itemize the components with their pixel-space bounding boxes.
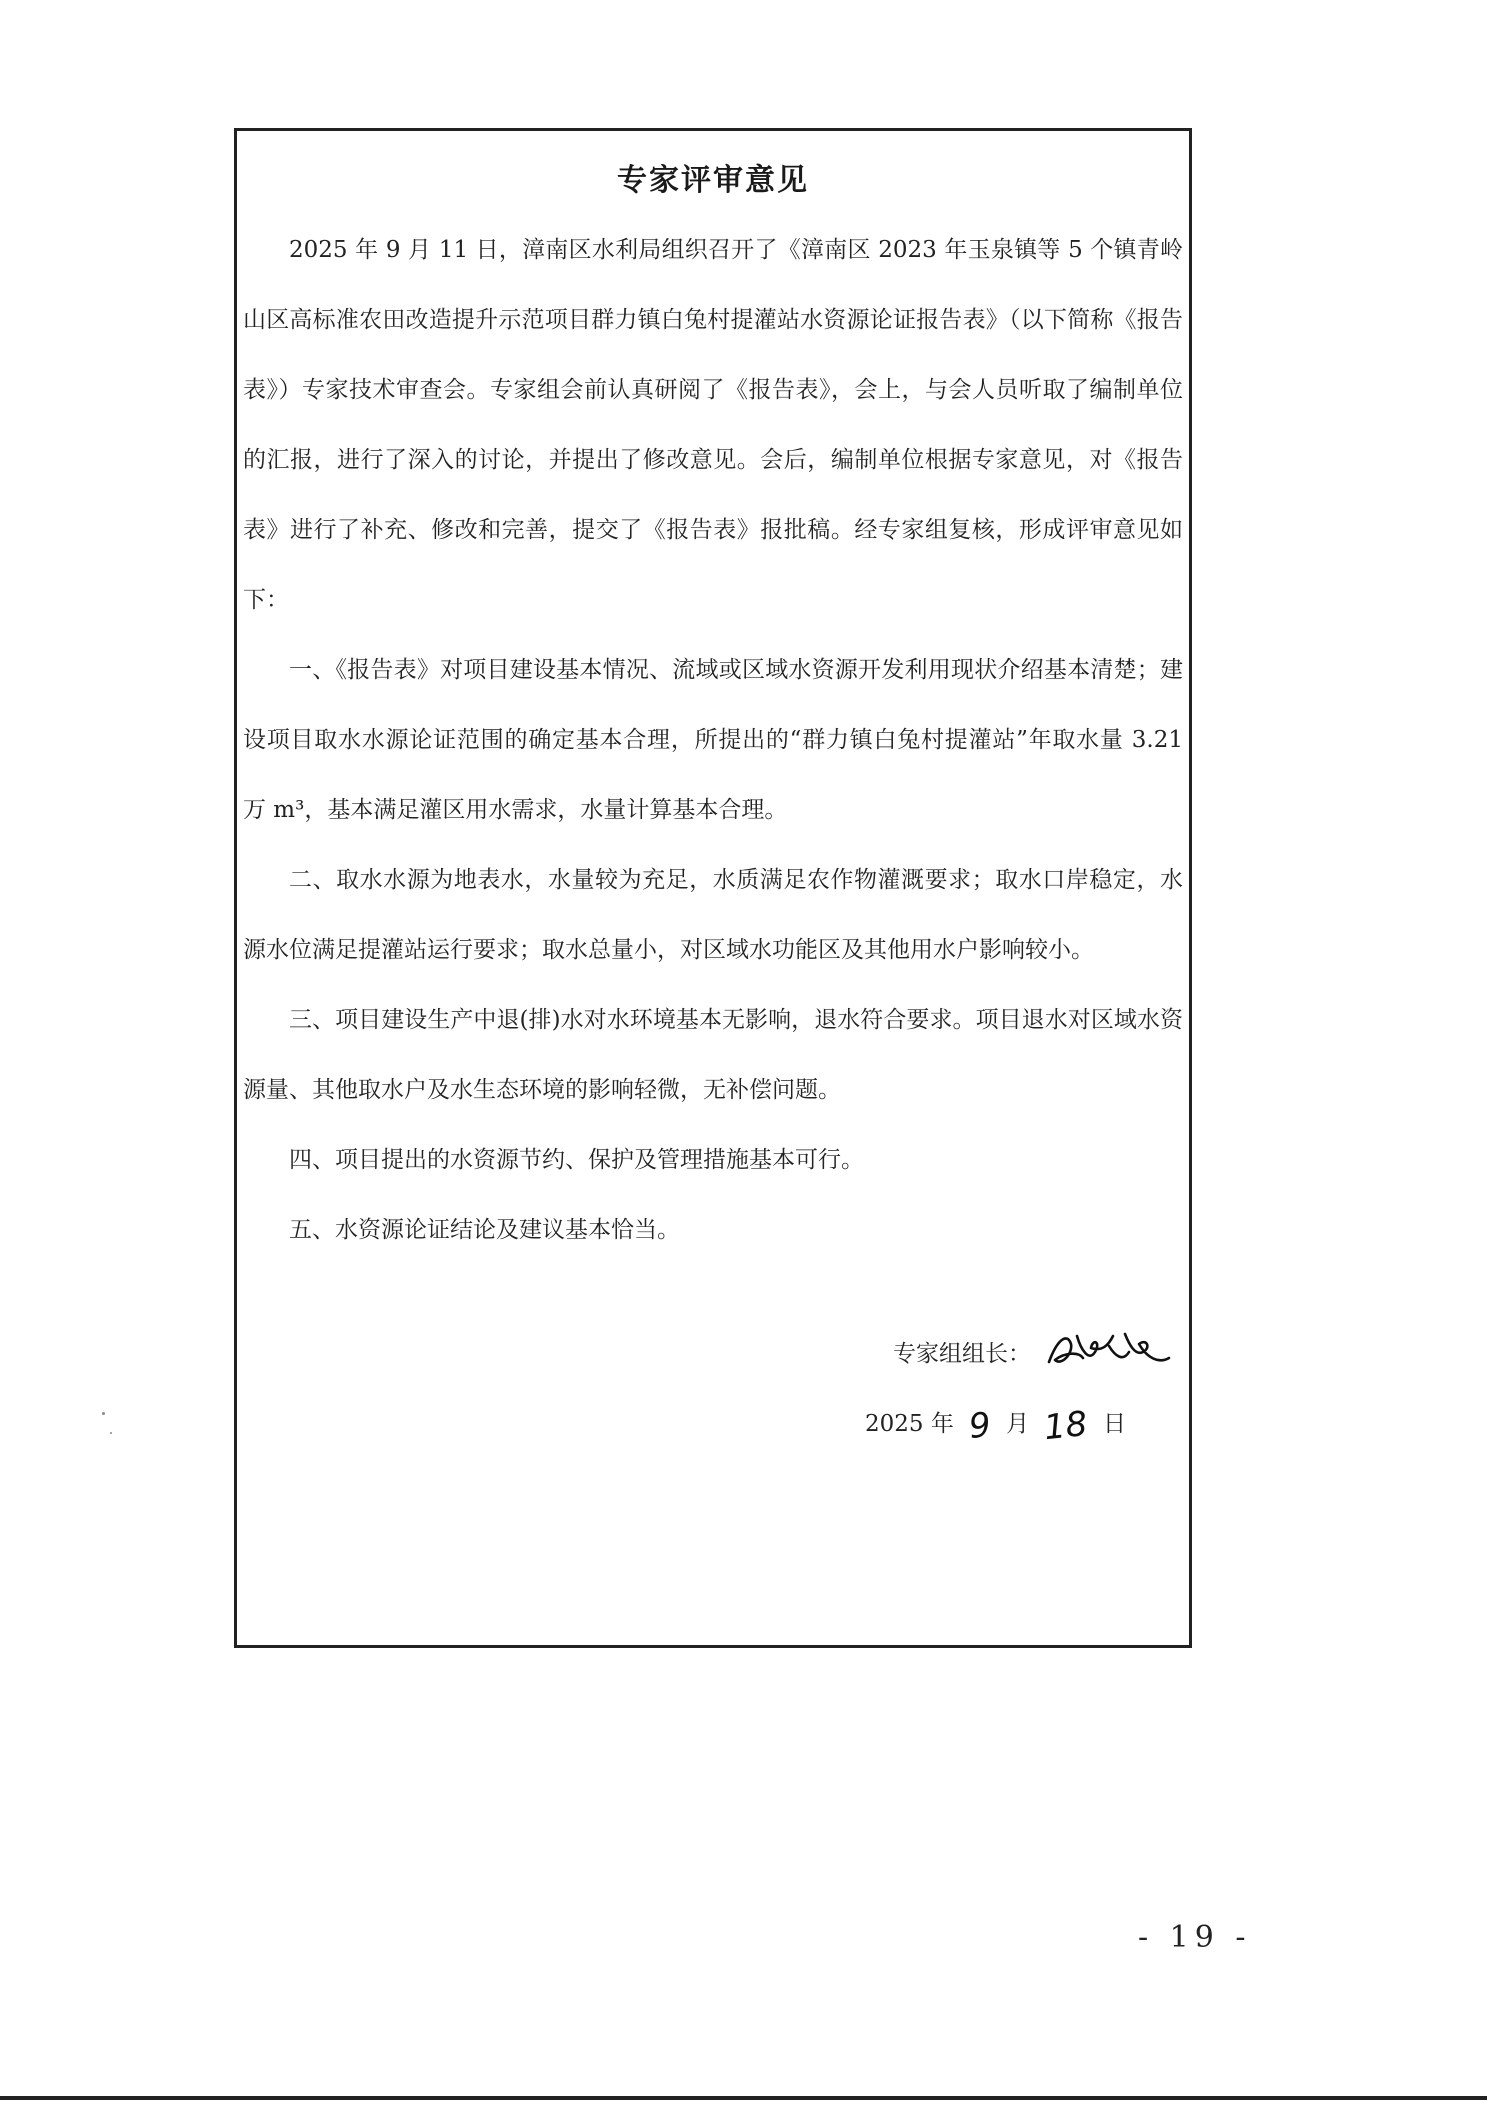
- review-opinion-frame: [234, 128, 1192, 1648]
- opinion-paragraph-4: 四、项目提出的水资源节约、保护及管理措施基本可行。: [289, 1147, 864, 1173]
- opinion-paragraph-1: 一、《报告表》对项目建设基本情况、流域或区域水资源开发利用现状介绍基本清楚；建设项目取水水源论证范围的确定基本合理，所提出的“群力镇白兔村提灌站”年取水量 3.21 万 m³，基本满足灌区用水需求，水量计算基本合理。: [243, 657, 1183, 823]
- opinion-paragraph-2: 二、取水水源为地表水，水量较为充足，水质满足农作物灌溉要求；取水口岸稳定，水源水位满足提灌站运行要求；取水总量小，对区域水功能区及其他用水户影响较小。: [243, 867, 1183, 963]
- leader-row: [857, 1326, 1177, 1382]
- day-label: 日: [1103, 1411, 1127, 1437]
- date-month-handwritten: 9: [967, 1404, 993, 1448]
- signing-date: [857, 1390, 1177, 1450]
- leader-label: 专家组组长：: [893, 1341, 1031, 1367]
- date-day-handwritten: 18: [1042, 1403, 1090, 1449]
- review-body: [243, 215, 1183, 1265]
- bottom-divider: [0, 2096, 1487, 2100]
- month-label: 月: [1006, 1411, 1030, 1437]
- date-year: 2025 年: [865, 1411, 954, 1437]
- opinion-paragraph-5: 五、水资源论证结论及建议基本恰当。: [289, 1217, 680, 1243]
- page-number: - 19 -: [1138, 1920, 1252, 1955]
- handwritten-signature: [1043, 1322, 1173, 1382]
- scan-speck: [102, 1412, 105, 1415]
- scan-speck: [110, 1432, 112, 1434]
- signature-block: [857, 1326, 1177, 1450]
- page-title: 专家评审意见: [617, 163, 809, 198]
- intro-paragraph: 2025 年 9 月 11 日，漳南区水利局组织召开了《漳南区 2023 年玉泉镇等 5 个镇青岭山区高标准农田改造提升示范项目群力镇白兔村提灌站水资源论证报告表》（以下简称《报告表》）专家技术审查会。专家组会前认真研阅了《报告表》，会上，与会人员听取了编制单位的汇报，进行了深入的讨论，并提出了修改意见。会后，编制单位根据专家意见，对《报告表》进行了补充、修改和完善，提交了《报告表》报批稿。经专家组复核，形成评审意见如下：: [243, 237, 1183, 613]
- opinion-paragraph-3: 三、项目建设生产中退(排)水对水环境基本无影响，退水符合要求。项目退水对区域水资源量、其他取水户及水生态环境的影响轻微，无补偿问题。: [243, 1007, 1183, 1103]
